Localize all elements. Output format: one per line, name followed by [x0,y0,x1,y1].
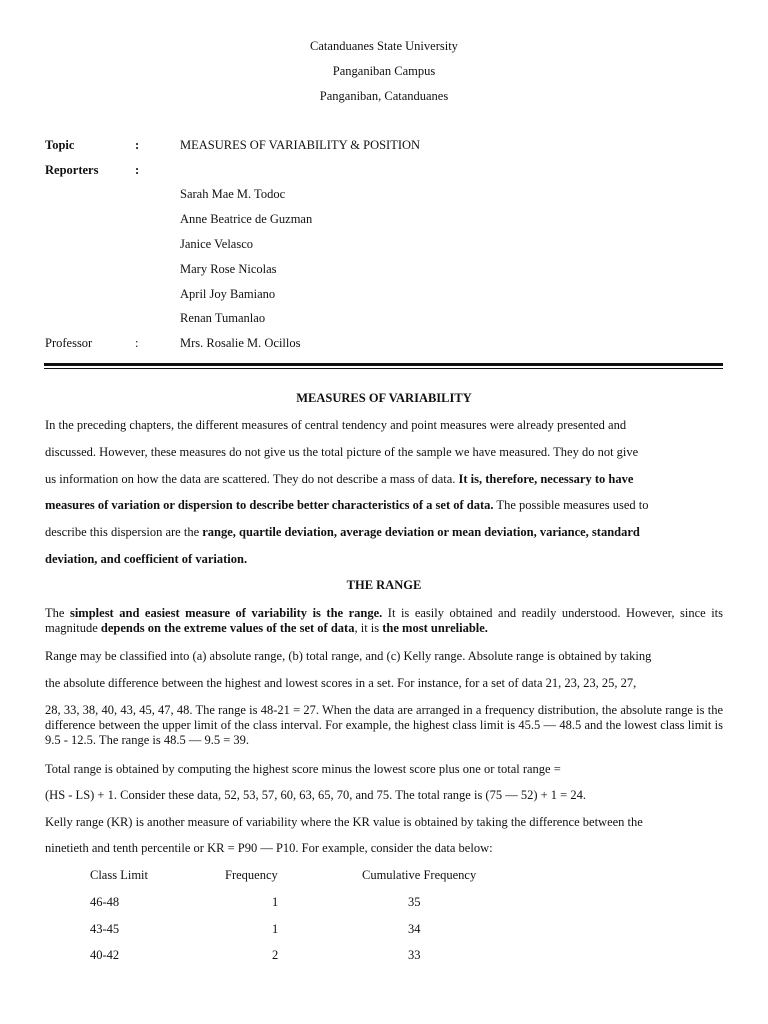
reporter-name: Janice Velasco [180,237,254,251]
divider-thick [44,363,723,366]
paragraph-line: Total range is obtained by computing the highest score minus the lowest score plus one or total range = [45,762,561,776]
table-cell: 1 [272,895,279,909]
paragraph-absolute-range: 28, 33, 38, 40, 43, 45, 47, 48. The range is 48-21 = 27. When the data are arranged in a frequency distribution, the absolute range is the difference between the upper limit of the class interval. For example, the highest class limit is 45.5 — 48.5 and the lowest class limit is 9.5 - 12.5. The range is 48.5 — 9.5 = 39. [45,703,723,747]
table-header: Class Limit [90,868,148,882]
section-title-variability: MEASURES OF VARIABILITY [296,391,472,405]
paragraph-line: us information on how the data are scattered. They do not describe a mass of data. It is, therefore, necessary to have [45,472,634,486]
reporter-name: Mary Rose Nicolas [180,262,277,276]
reporters-label: Reporters [45,163,99,177]
professor-label: Professor [45,336,93,350]
table-cell: 35 [408,895,421,909]
table-cell: 46-48 [90,895,120,909]
table-header: Cumulative Frequency [362,868,477,882]
university-name: Catanduanes State University [310,39,458,53]
table-cell: 43-45 [90,922,120,936]
topic-colon: : [135,138,140,152]
table-cell: 2 [272,948,279,962]
campus-location: Panganiban, Catanduanes [319,89,449,103]
reporters-colon: : [135,163,140,177]
paragraph-line: describe this dispersion are the range, quartile deviation, average deviation or mean deviation, variance, standard [45,525,640,539]
paragraph-line: (HS - LS) + 1. Consider these data, 52, 53, 57, 60, 63, 65, 70, and 75. The total range is (75 — 52) + 1 = 24. [45,788,586,802]
paragraph-line: In the preceding chapters, the different measures of central tendency and point measures were already presented and [45,418,627,432]
table-cell: 40-42 [90,948,120,962]
reporter-name: Renan Tumanlao [180,311,266,325]
professor-value: Mrs. Rosalie M. Ocillos [180,336,301,350]
table-cell: 1 [272,922,279,936]
professor-colon: : [135,336,139,350]
reporter-name: Sarah Mae M. Todoc [180,187,286,201]
paragraph-line: ninetieth and tenth percentile or KR = P90 — P10. For example, consider the data below: [45,841,493,855]
paragraph-line: discussed. However, these measures do not give us the total picture of the sample we have measured. They do not give [45,445,639,459]
table-header: Frequency [225,868,278,882]
paragraph-line: measures of variation or dispersion to describe better characteristics of a set of data. The possible measures used to [45,498,649,512]
paragraph-line: Range may be classified into (a) absolute range, (b) total range, and (c) Kelly range. Absolute range is obtained by taking [45,649,652,663]
table-cell: 34 [408,922,421,936]
reporter-name: Anne Beatrice de Guzman [180,212,313,226]
topic-label: Topic [45,138,75,152]
topic-value: MEASURES OF VARIABILITY & POSITION [180,138,421,152]
paragraph-line: the absolute difference between the highest and lowest scores in a set. For instance, for a set of data 21, 23, 23, 25, 27, [45,676,637,690]
reporter-name: April Joy Bamiano [180,287,276,301]
divider-thin [44,368,723,369]
campus-name: Panganiban Campus [332,64,436,78]
paragraph-range-intro: The simplest and easiest measure of variability is the range. It is easily obtained and readily understood. However, since its magnitude depends on the extreme values of the set of data, it is the most unreliable. [45,606,724,635]
paragraph-line: deviation, and coefficient of variation. [45,552,248,566]
table-cell: 33 [408,948,421,962]
paragraph-line: Kelly range (KR) is another measure of variability where the KR value is obtained by taking the difference between the [45,815,643,829]
section-title-range: THE RANGE [346,578,422,592]
